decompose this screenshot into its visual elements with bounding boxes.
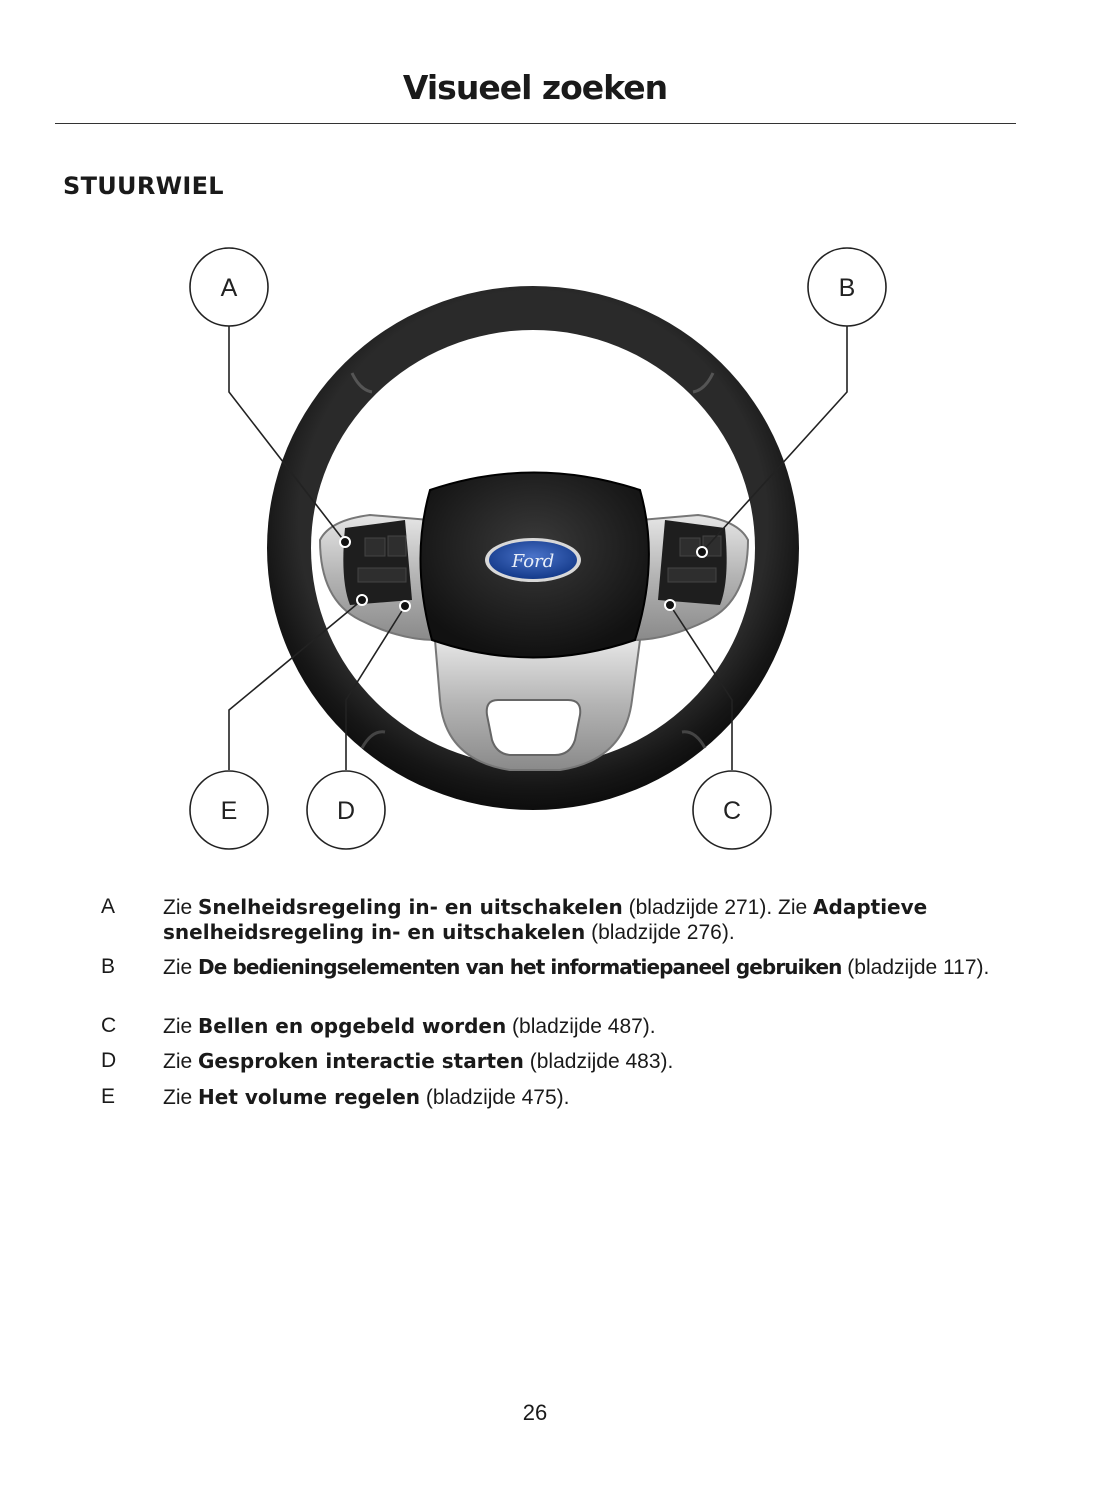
page-reference: (bladzijde 475). [420, 1086, 570, 1109]
airbag-hub [420, 473, 648, 658]
cross-reference: Gesproken interactie starten [198, 1049, 524, 1073]
legend-text-part: Zie [163, 1015, 199, 1038]
legend-key: A [101, 895, 116, 918]
ford-logo: Ford [511, 551, 555, 572]
right-switch-panel [658, 520, 727, 605]
cross-reference: Adaptieve snelheidsregeling in- en uitschakelen [163, 895, 928, 944]
legend-text [163, 1049, 1023, 1074]
cross-reference: Snelheidsregeling in- en uitschakelen [198, 895, 623, 919]
callout-a-label: A [220, 274, 238, 302]
page-reference: (bladzijde 276). [585, 921, 735, 944]
callout-e-label: E [220, 797, 238, 825]
cross-reference: Het volume regelen [198, 1085, 421, 1109]
section-title: STUURWIEL [63, 172, 224, 200]
left-switch-panel [343, 520, 412, 605]
page-reference: (bladzijde 117). [841, 956, 990, 979]
callout-c [693, 771, 771, 849]
legend-text [163, 1085, 1023, 1110]
cross-reference: De bedieningselementen van het informatiepaneel gebruiken [198, 955, 842, 979]
page-number: 26 [522, 1400, 548, 1425]
callout-c-label: C [722, 797, 742, 825]
callout-d-label: D [336, 797, 356, 825]
callout-d [307, 771, 385, 849]
legend-text-part: Zie [163, 896, 199, 919]
legend-key: C [101, 1014, 117, 1037]
page-reference: (bladzijde 487). [506, 1015, 656, 1038]
legend-key: D [101, 1049, 117, 1072]
legend-text-part: Zie [163, 956, 199, 979]
legend-key: E [101, 1085, 116, 1108]
legend-text [163, 955, 1023, 980]
legend-key: B [101, 955, 116, 978]
cross-reference: Bellen en opgebeld worden [198, 1014, 507, 1038]
callout-e [190, 771, 268, 849]
page-reference: (bladzijde 483). [523, 1050, 674, 1073]
legend-text-part: Zie [163, 1086, 199, 1109]
callout-a [190, 248, 268, 326]
callout-b [808, 248, 886, 326]
callout-b-label: B [838, 274, 856, 302]
legend-text [163, 895, 1023, 945]
page-reference: (bladzijde 271). Zie [622, 896, 814, 919]
page-title: Visueel zoeken [402, 68, 668, 107]
legend-text-part: Zie [163, 1050, 199, 1073]
legend-text [163, 1014, 1023, 1039]
